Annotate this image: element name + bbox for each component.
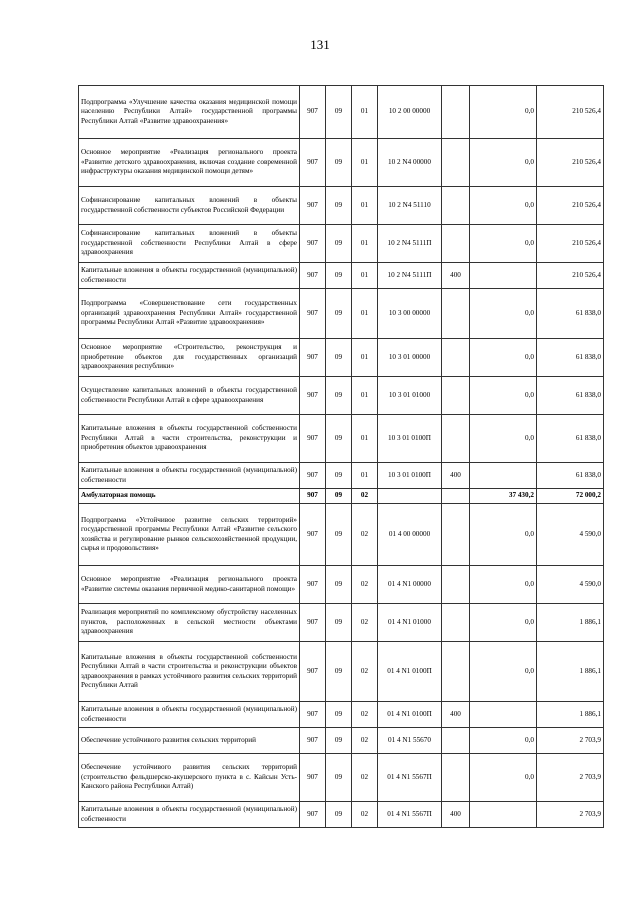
table-row [79,225,604,263]
ministry-code-cell: 907 [300,728,326,754]
amount-first-cell: 37 430,2 [470,489,537,504]
expense-type-cell [442,377,470,415]
expense-type-cell [442,225,470,263]
subsection-code-cell: 02 [352,802,378,828]
expense-type-cell: 400 [442,463,470,489]
expense-type-cell [442,415,470,463]
amount-second-cell: 210 526,4 [537,263,604,289]
subsection-code-cell: 01 [352,339,378,377]
expense-type-cell [442,754,470,802]
target-article-cell: 01 4 N1 55670 [378,728,442,754]
section-code-cell: 09 [326,489,352,504]
expense-type-cell [442,339,470,377]
amount-second-cell: 210 526,4 [537,86,604,139]
table-row [79,86,604,139]
amount-first-cell: 0,0 [470,415,537,463]
expense-type-cell [442,504,470,566]
table-row [79,377,604,415]
section-code-cell: 09 [326,289,352,339]
target-article-cell: 10 3 01 01000 [378,377,442,415]
amount-second-cell: 4 590,0 [537,566,604,604]
subsection-code-cell: 02 [352,504,378,566]
ministry-code-cell: 907 [300,504,326,566]
row-name-cell: Капитальные вложения в объекты государственной (муниципальной) собственности [79,263,300,289]
target-article-cell: 01 4 N1 5567П [378,802,442,828]
amount-first-cell: 0,0 [470,187,537,225]
table-row [79,463,604,489]
amount-first-cell: 0,0 [470,604,537,642]
section-code-cell: 09 [326,139,352,187]
table-row [79,728,604,754]
subsection-code-cell: 02 [352,489,378,504]
amount-first-cell: 0,0 [470,139,537,187]
section-code-cell: 09 [326,86,352,139]
row-name-cell: Основное мероприятие «Строительство, реконструкция и приобретение объектов для государственных организаций здравоохранения республики» [79,339,300,377]
ministry-code-cell: 907 [300,86,326,139]
amount-second-cell: 61 838,0 [537,339,604,377]
expense-type-cell: 400 [442,802,470,828]
amount-second-cell: 210 526,4 [537,225,604,263]
expense-type-cell [442,728,470,754]
amount-first-cell: 0,0 [470,754,537,802]
amount-second-cell: 61 838,0 [537,377,604,415]
table-row [79,702,604,728]
section-code-cell: 09 [326,802,352,828]
subsection-code-cell: 01 [352,225,378,263]
row-name-cell: Основное мероприятие «Реализация регионального проекта «Развитие системы оказания первичной медико-санитарной помощи» [79,566,300,604]
table-row [79,339,604,377]
row-name-cell: Реализация мероприятий по комплексному обустройству населенных пунктов, расположенных в сельской местности объектами здравоохранения [79,604,300,642]
section-code-cell: 09 [326,604,352,642]
table-row [79,263,604,289]
section-code-cell: 09 [326,642,352,702]
ministry-code-cell: 907 [300,377,326,415]
amount-second-cell: 1 886,1 [537,642,604,702]
expense-type-cell [442,289,470,339]
expense-type-cell [442,86,470,139]
expense-type-cell [442,642,470,702]
amount-first-cell [470,463,537,489]
amount-second-cell: 1 886,1 [537,604,604,642]
target-article-cell: 10 3 01 00000 [378,339,442,377]
ministry-code-cell: 907 [300,642,326,702]
table-row [79,802,604,828]
expense-type-cell [442,187,470,225]
amount-second-cell: 61 838,0 [537,415,604,463]
row-name-cell: Софинансирование капитальных вложений в объекты государственной собственности Республики Алтай в сфере здравоохранения [79,225,300,263]
expense-type-cell [442,139,470,187]
amount-first-cell: 0,0 [470,566,537,604]
table-row [79,489,604,504]
subsection-code-cell: 02 [352,642,378,702]
ministry-code-cell: 907 [300,566,326,604]
row-name-cell: Капитальные вложения в объекты государственной (муниципальной) собственности [79,802,300,828]
amount-second-cell: 210 526,4 [537,187,604,225]
target-article-cell: 01 4 N1 00000 [378,566,442,604]
section-code-cell: 09 [326,504,352,566]
table-body [79,86,604,828]
row-name-cell: Капитальные вложения в объекты государственной (муниципальной) собственности [79,463,300,489]
amount-second-cell: 72 000,2 [537,489,604,504]
ministry-code-cell: 907 [300,754,326,802]
row-name-cell: Обеспечение устойчивого развития сельских территорий (строительство фельдшерско-акушерского пункта в с. Кайсын Усть-Канского района Республики Алтай) [79,754,300,802]
target-article-cell: 10 3 01 0100П [378,463,442,489]
subsection-code-cell: 01 [352,187,378,225]
ministry-code-cell: 907 [300,263,326,289]
subsection-code-cell: 01 [352,263,378,289]
amount-first-cell: 0,0 [470,289,537,339]
ministry-code-cell: 907 [300,702,326,728]
ministry-code-cell: 907 [300,139,326,187]
subsection-code-cell: 01 [352,415,378,463]
subsection-code-cell: 01 [352,463,378,489]
target-article-cell: 01 4 N1 5567П [378,754,442,802]
target-article-cell: 10 2 00 00000 [378,86,442,139]
ministry-code-cell: 907 [300,289,326,339]
section-code-cell: 09 [326,263,352,289]
amount-first-cell: 0,0 [470,225,537,263]
table-row [79,566,604,604]
section-code-cell: 09 [326,702,352,728]
ministry-code-cell: 907 [300,802,326,828]
amount-first-cell: 0,0 [470,504,537,566]
ministry-code-cell: 907 [300,339,326,377]
ministry-code-cell: 907 [300,225,326,263]
table-row [79,187,604,225]
ministry-code-cell: 907 [300,604,326,642]
target-article-cell: 01 4 N1 01000 [378,604,442,642]
ministry-code-cell: 907 [300,463,326,489]
target-article-cell: 01 4 N1 0100П [378,642,442,702]
amount-second-cell: 1 886,1 [537,702,604,728]
section-code-cell: 09 [326,377,352,415]
target-article-cell: 01 4 N1 0100П [378,702,442,728]
row-name-cell: Капитальные вложения в объекты государственной собственности Республики Алтай в части строительства и реконструкции объектов здравоохранения в рамках устойчивого развития сельских территорий Республики Алтай [79,642,300,702]
target-article-cell: 10 2 N4 00000 [378,139,442,187]
expense-type-cell: 400 [442,263,470,289]
amount-first-cell: 0,0 [470,728,537,754]
row-name-cell: Подпрограмма «Устойчивое развитие сельских территорий» государственной программы Республики Алтай «Развитие сельского хозяйства и регулирование рынков сельскохозяйственной продукции, сырья и продовольствия» [79,504,300,566]
row-name-cell: Капитальные вложения в объекты государственной собственности Республики Алтай в части строительства, реконструкции и приобретения объектов здравоохранения [79,415,300,463]
table-row [79,139,604,187]
amount-second-cell: 61 838,0 [537,463,604,489]
subsection-code-cell: 01 [352,377,378,415]
subsection-code-cell: 02 [352,754,378,802]
subsection-code-cell: 01 [352,139,378,187]
row-name-cell: Амбулаторная помощь [79,489,300,504]
section-code-cell: 09 [326,225,352,263]
expense-type-cell [442,489,470,504]
table-row [79,289,604,339]
ministry-code-cell: 907 [300,489,326,504]
target-article-cell: 10 2 N4 5111П [378,263,442,289]
section-code-cell: 09 [326,339,352,377]
table-row [79,415,604,463]
amount-first-cell [470,702,537,728]
amount-second-cell: 2 703,9 [537,802,604,828]
target-article-cell: 10 2 N4 51110 [378,187,442,225]
expense-type-cell [442,604,470,642]
section-code-cell: 09 [326,187,352,225]
row-name-cell: Осуществление капитальных вложений в объекты государственной собственности Республики Алтай в сфере здравоохранения [79,377,300,415]
page-number: 131 [310,37,330,52]
amount-second-cell: 210 526,4 [537,139,604,187]
section-code-cell: 09 [326,463,352,489]
budget-table [78,85,604,828]
expense-type-cell [442,566,470,604]
amount-second-cell: 4 590,0 [537,504,604,566]
subsection-code-cell: 02 [352,604,378,642]
subsection-code-cell: 02 [352,702,378,728]
row-name-cell: Подпрограмма «Совершенствование сети государственных организаций здравоохранения Республики Алтай» государственной программы Республики Алтай «Развитие здравоохранения» [79,289,300,339]
table-row [79,754,604,802]
amount-first-cell [470,263,537,289]
section-code-cell: 09 [326,728,352,754]
subsection-code-cell: 02 [352,728,378,754]
amount-second-cell: 61 838,0 [537,289,604,339]
amount-first-cell [470,802,537,828]
amount-first-cell: 0,0 [470,339,537,377]
section-code-cell: 09 [326,566,352,604]
target-article-cell [378,489,442,504]
table-row [79,642,604,702]
row-name-cell: Обеспечение устойчивого развития сельских территорий [79,728,300,754]
table-row [79,604,604,642]
target-article-cell: 10 3 01 0100П [378,415,442,463]
row-name-cell: Подпрограмма «Улучшение качества оказания медицинской помощи населению Республики Алтай» государственной программы Республики Алтай «Развитие здравоохранения» [79,86,300,139]
amount-first-cell: 0,0 [470,642,537,702]
section-code-cell: 09 [326,415,352,463]
subsection-code-cell: 01 [352,289,378,339]
row-name-cell: Капитальные вложения в объекты государственной (муниципальной) собственности [79,702,300,728]
amount-first-cell: 0,0 [470,377,537,415]
section-code-cell: 09 [326,754,352,802]
amount-first-cell: 0,0 [470,86,537,139]
subsection-code-cell: 01 [352,86,378,139]
target-article-cell: 10 3 00 00000 [378,289,442,339]
amount-second-cell: 2 703,9 [537,754,604,802]
expense-type-cell: 400 [442,702,470,728]
target-article-cell: 10 2 N4 5111П [378,225,442,263]
amount-second-cell: 2 703,9 [537,728,604,754]
ministry-code-cell: 907 [300,415,326,463]
row-name-cell: Основное мероприятие «Реализация регионального проекта «Развитие детского здравоохранения, включая создание современной инфраструктуры оказания медицинской помощи детям» [79,139,300,187]
ministry-code-cell: 907 [300,187,326,225]
subsection-code-cell: 02 [352,566,378,604]
row-name-cell: Софинансирование капитальных вложений в объекты государственной собственности субъектов Российской Федерации [79,187,300,225]
target-article-cell: 01 4 00 00000 [378,504,442,566]
table-row [79,504,604,566]
